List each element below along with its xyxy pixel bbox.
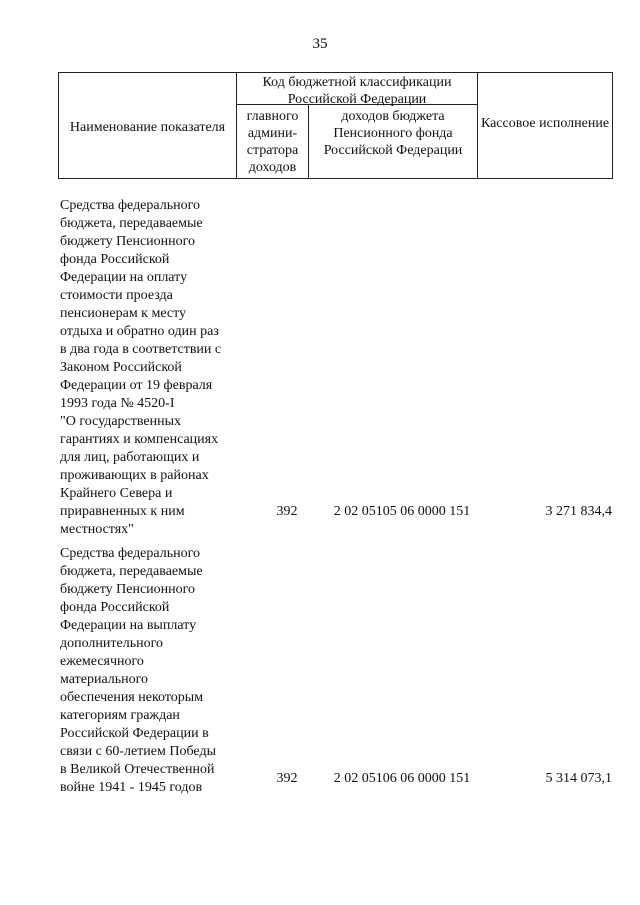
header-chief-administrator: главного админи-стратора доходов: [237, 105, 309, 178]
row-income-code: 2 02 05105 06 0000 151: [333, 504, 471, 519]
row-income-code: 2 02 05106 06 0000 151: [333, 771, 471, 786]
row-indicator-name: Средства федерального бюджета, передаваемые бюджету Пенсионного фонда Российской Федерации на оплату стоимости проезда пенсионерам к месту отдыха и обратно один раз в два года в соответствии с Законом Российской Федерации от 19 февраля 1993 года № 4520-I "О государственных гарантиях и компенсациях для лиц, работающих и проживающих в районах Крайнего Севера и приравненных к ним местностях": [60, 198, 222, 537]
header-indicator-name: Наименование показателя: [59, 73, 237, 178]
row-amount: 5 314 073,1: [545, 771, 612, 786]
header-pension-fund-income: доходов бюджета Пенсионного фонда Российской Федерации: [309, 105, 478, 178]
page-number: 35: [312, 36, 328, 52]
header-budget-code-group: Код бюджетной классификации Российской Федерации: [237, 73, 478, 105]
table-header: [58, 72, 613, 179]
row-admin-code: 392: [276, 771, 298, 786]
row-indicator-name: Средства федерального бюджета, передаваемые бюджету Пенсионного фонда Российской Федерации на выплату дополнительного ежемесячного материального обеспечения некоторым категориям граждан Российской Федерации в связи с 60-летием Победы в Великой Отечественной войне 1941 - 1945 годов: [60, 546, 216, 795]
row-admin-code: 392: [276, 504, 298, 519]
row-amount: 3 271 834,4: [545, 504, 612, 519]
header-cash-execution: Кассовое исполнение: [480, 116, 610, 131]
